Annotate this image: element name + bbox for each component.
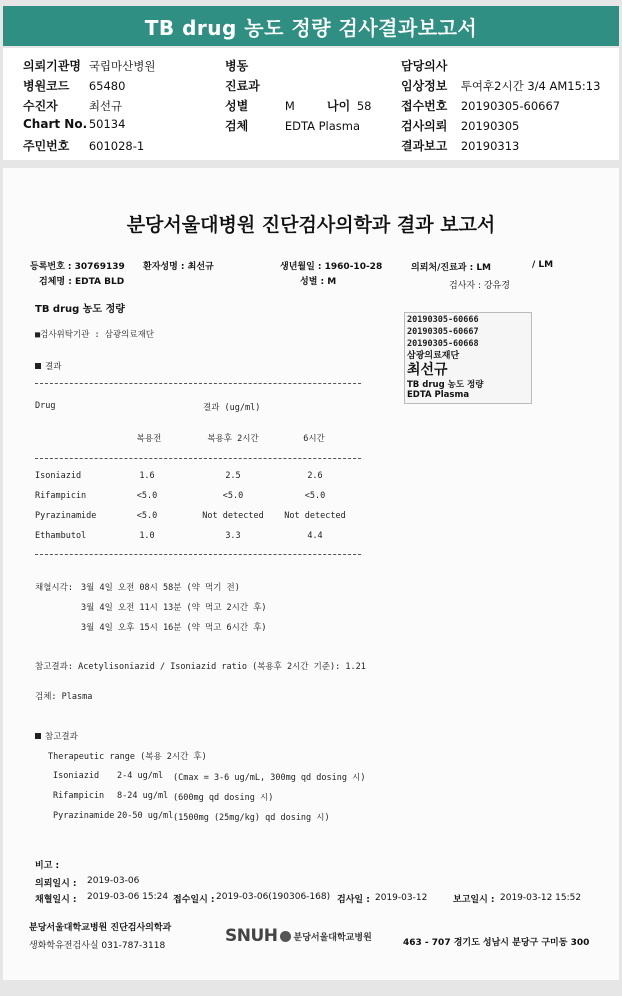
footer-department: 분당서울대학교병원 진단검사의학과 [29,923,172,933]
agency-line: ■검사위탁기관 : 삼광의료재단 [35,330,155,340]
reference-result: 참고결과: Acetylisoniazid / Isoniazid ratio (복용후 2시간 기준): 1.21 [35,662,366,672]
report-title-bar [3,6,619,46]
report-title: TB drug 농도 정량 검사결과보고서 [144,15,478,40]
drug-name: Pyrazinamide [35,511,97,521]
field-chart-no: Chart No. 50134 [23,117,126,131]
drug-name: Rifampicin [35,491,87,501]
referrer: 의뢰처/진료과 : LM [411,263,492,273]
result-value: 2.6 [307,471,323,481]
result-value: 2.5 [225,471,241,481]
field-resident-no: 주민번호 601028-1 [23,139,145,153]
report-date-label: 보고일시 : [453,895,495,905]
field-agency: 의뢰기관명 국립마산병원 [23,59,156,73]
bullet-icon [35,733,41,739]
field-specimen: 검체 EDTA Plasma [225,119,361,133]
result-value: 1.6 [139,471,155,481]
request-date: 2019-03-06 [87,876,140,886]
patient-name: 환자성명 : 최선규 [143,262,214,272]
receipt-date: 2019-03-06(190306-168) [216,892,331,902]
report-heading: 분당서울대병원 진단검사의학과 결과 보고서 [126,214,496,236]
lab-report-page [3,168,619,980]
result-value: Not detected [284,511,346,521]
hospital-address: 463 - 707 경기도 성남시 분당구 구미동 300 [403,938,590,948]
field-clinical-info: 임상정보 투여후2시간 3/4 AM15:13 [401,79,601,93]
divider [35,458,361,459]
sampling-time: 3월 4일 오전 08시 58분 (약 먹기 전) [81,583,240,593]
specimen-line: 검체: Plasma [35,692,93,702]
birth-date: 생년월일 : 1960-10-28 [280,262,383,272]
range-drug: Pyrazinamide [53,811,115,821]
receipt-date-label: 접수일시 : [173,895,215,905]
specimen-name: 검체명 : EDTA BLD [39,277,125,287]
field-result-report: 결과보고 20190313 [401,139,520,153]
field-receipt-no: 접수번호 20190305-60667 [401,99,561,113]
sampling-label: 채혈시각: [35,583,73,593]
result-value: <5.0 [304,491,326,501]
draw-date: 2019-03-06 15:24 [87,892,169,902]
divider [35,554,361,555]
range-value: 2-4 ug/ml [117,771,164,781]
reference-heading: 참고결과 [35,730,78,742]
range-note: (600mg qd dosing 시) [173,793,274,803]
divider [35,383,361,384]
result-value: <5.0 [136,491,158,501]
result-value: Not detected [202,511,264,521]
range-value: 20-50 ug/ml [117,811,174,821]
footer-lab-phone: 생화학유전검사실 031-787-3118 [29,941,166,951]
examiner: 검사자 : 강유경 [449,281,510,291]
time-header: 복용후 2시간 [207,434,259,444]
test-date-label: 검사일 : [337,895,370,905]
field-sex: 성별 M [225,99,295,113]
patient-sex: 성별 : M [300,277,337,287]
drug-name: Ethambutol [35,531,87,541]
field-ward: 병동 [225,59,249,73]
test-title: TB drug 농도 정량 [35,304,125,315]
field-test-request: 검사의뢰 20190305 [401,119,520,133]
logo-emblem-icon [280,931,291,942]
request-date-label: 의뢰일시 : [35,879,77,889]
test-date: 2019-03-12 [375,893,428,903]
sampling-time: 3월 4일 오후 15시 16분 (약 먹고 6시간 후) [81,623,267,633]
sampling-time: 3월 4일 오전 11시 13분 (약 먹고 2시간 후) [81,603,267,613]
field-age: 나이 58 [327,99,372,113]
time-header: 복용전 [136,434,162,444]
result-heading: 결과 [35,360,61,372]
result-value: <5.0 [136,511,158,521]
remark-label: 비고 : [35,861,60,871]
specimen-label-sticker: 20190305-60666 20190305-60667 20190305-60668 삼광의료재단 최선규 TB drug 농도 정량 EDTA Plasma [404,312,532,404]
field-hospital-code: 병원코드 65480 [23,79,126,93]
result-value: <5.0 [222,491,244,501]
drug-name: Isoniazid [35,471,82,481]
time-header: 6시간 [303,434,325,444]
result-value: 3.3 [225,531,241,541]
referrer-dept: / LM [532,260,554,270]
field-dept: 진료과 [225,79,260,93]
registration-no: 등록번호 : 30769139 [30,262,125,272]
hospital-logo: SNUH 분당서울대학교병원 [225,926,372,946]
range-note: (1500mg (25mg/kg) qd dosing 시) [173,813,330,823]
drug-column-header: Drug [35,401,56,411]
range-drug: Rifampicin [53,791,105,801]
report-date: 2019-03-12 15:52 [500,893,582,903]
field-doctor: 담당의사 [401,59,448,73]
result-value: 4.4 [307,531,323,541]
request-info-header [3,48,619,160]
result-value: 1.0 [139,531,155,541]
result-unit-header: 결과 (ug/ml) [203,403,261,413]
range-drug: Isoniazid [53,771,100,781]
field-patient: 수진자 최선규 [23,99,123,113]
range-note: (Cmax = 3-6 ug/mL, 300mg qd dosing 시) [173,773,366,783]
range-value: 8-24 ug/ml [117,791,169,801]
bullet-icon [35,363,41,369]
draw-date-label: 채혈일시 : [35,895,77,905]
therapeutic-range-title: Therapeutic range (복용 2시간 후) [48,752,207,762]
